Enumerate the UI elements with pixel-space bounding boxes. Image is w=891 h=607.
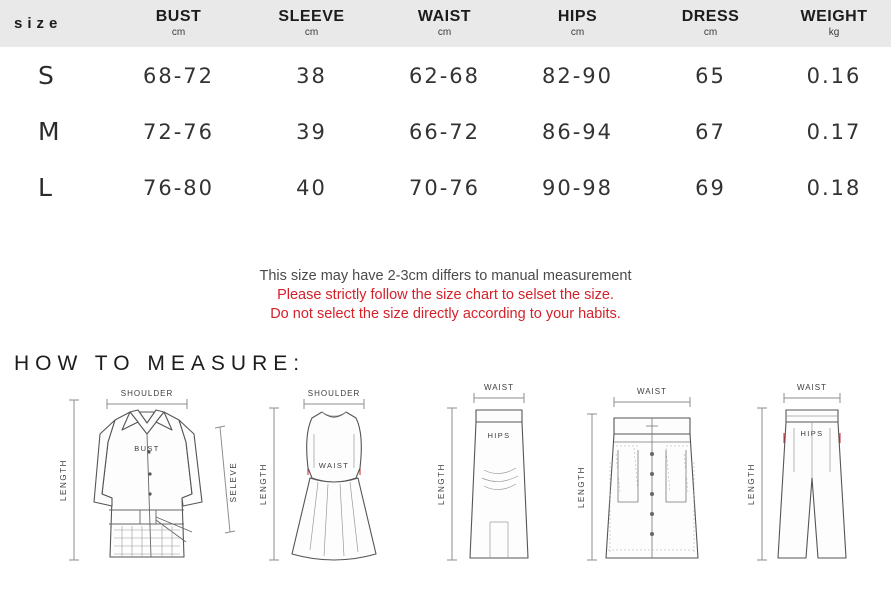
column-header-waist-label: WAIST	[417, 8, 472, 25]
figure-dress	[252, 382, 417, 587]
cell-hips-l: 90-98	[541, 175, 614, 200]
table-row	[0, 159, 891, 215]
size-chart-table	[0, 0, 891, 215]
cell-size-s: S	[38, 61, 54, 90]
column-header-dress-label: DRESS	[681, 8, 740, 25]
column-header-weight-unit: kg	[828, 27, 840, 38]
column-header-weight-label: WEIGHT	[800, 8, 868, 25]
table-header	[0, 0, 891, 47]
column-header-size-label: size	[14, 14, 63, 32]
column-header-hips-unit: cm	[570, 27, 585, 38]
cell-bust-l: 76-80	[142, 175, 215, 200]
label-jacket-shoulder: SHOULDER	[120, 389, 174, 399]
column-header-hips	[511, 0, 644, 47]
label-dress-waist: WAIST	[318, 461, 350, 471]
how-to-measure-title: HOW TO MEASURE:	[14, 352, 306, 376]
cell-dress-m: 67	[695, 119, 726, 144]
cell-size-m: M	[38, 117, 60, 146]
cell-sleeve-l: 40	[296, 175, 327, 200]
column-header-bust-unit: cm	[171, 27, 186, 38]
cell-hips-m: 86-94	[541, 119, 614, 144]
cell-waist-m: 66-72	[408, 119, 481, 144]
column-header-sleeve-label: SLEEVE	[278, 8, 345, 25]
cell-waist-s: 62-68	[408, 63, 481, 88]
cell-weight-s: 0.16	[806, 63, 862, 88]
column-header-waist-unit: cm	[437, 27, 452, 38]
column-header-dress-unit: cm	[703, 27, 718, 38]
column-header-bust-label: BUST	[155, 8, 202, 25]
figure-skirt	[432, 382, 562, 587]
figure-pants	[742, 382, 882, 587]
column-header-size	[0, 0, 112, 47]
label-jacket-sleeve: SELEVE	[229, 462, 238, 503]
label-jacket-length: LENGTH	[59, 459, 68, 502]
cell-hips-s: 82-90	[541, 63, 614, 88]
figure-denim-skirt	[572, 382, 737, 587]
column-header-bust	[112, 0, 245, 47]
label-dress-length: LENGTH	[259, 463, 268, 506]
cell-bust-s: 68-72	[142, 63, 215, 88]
label-pants-waist: WAIST	[796, 383, 828, 393]
cell-dress-l: 69	[695, 175, 726, 200]
cell-size-l: L	[38, 173, 52, 202]
label-dress-shoulder: SHOULDER	[307, 389, 361, 399]
label-pants-hips: HIPS	[800, 429, 824, 439]
table-body	[0, 47, 891, 215]
note-tolerance: This size may have 2-3cm differs to manual measurement	[259, 268, 632, 284]
label-denim-skirt-length: LENGTH	[577, 466, 586, 509]
column-header-sleeve-unit: cm	[304, 27, 319, 38]
figure-jacket	[52, 382, 242, 587]
column-header-waist	[378, 0, 511, 47]
column-header-hips-label: HIPS	[557, 8, 598, 25]
cell-sleeve-m: 39	[296, 119, 327, 144]
table-row	[0, 47, 891, 103]
label-skirt-waist: WAIST	[483, 383, 515, 393]
cell-weight-l: 0.18	[806, 175, 862, 200]
table-row	[0, 103, 891, 159]
label-skirt-length: LENGTH	[437, 463, 446, 506]
cell-weight-m: 0.17	[806, 119, 862, 144]
cell-sleeve-s: 38	[296, 63, 327, 88]
label-pants-length: LENGTH	[747, 463, 756, 506]
table-header-row	[0, 0, 891, 47]
cell-bust-m: 72-76	[142, 119, 215, 144]
measurement-notes	[0, 267, 891, 324]
cell-dress-s: 65	[695, 63, 726, 88]
note-do-not-guess: Do not select the size directly according to your habits.	[270, 306, 621, 323]
column-header-dress	[644, 0, 777, 47]
label-denim-skirt-waist: WAIST	[636, 387, 668, 397]
label-jacket-bust: BUST	[134, 444, 160, 454]
label-skirt-hips: HIPS	[487, 431, 511, 441]
measure-figures	[0, 382, 891, 607]
column-header-sleeve	[245, 0, 378, 47]
cell-waist-l: 70-76	[408, 175, 481, 200]
column-header-weight	[777, 0, 891, 47]
note-follow-chart: Please strictly follow the size chart to selset the size.	[277, 287, 614, 304]
